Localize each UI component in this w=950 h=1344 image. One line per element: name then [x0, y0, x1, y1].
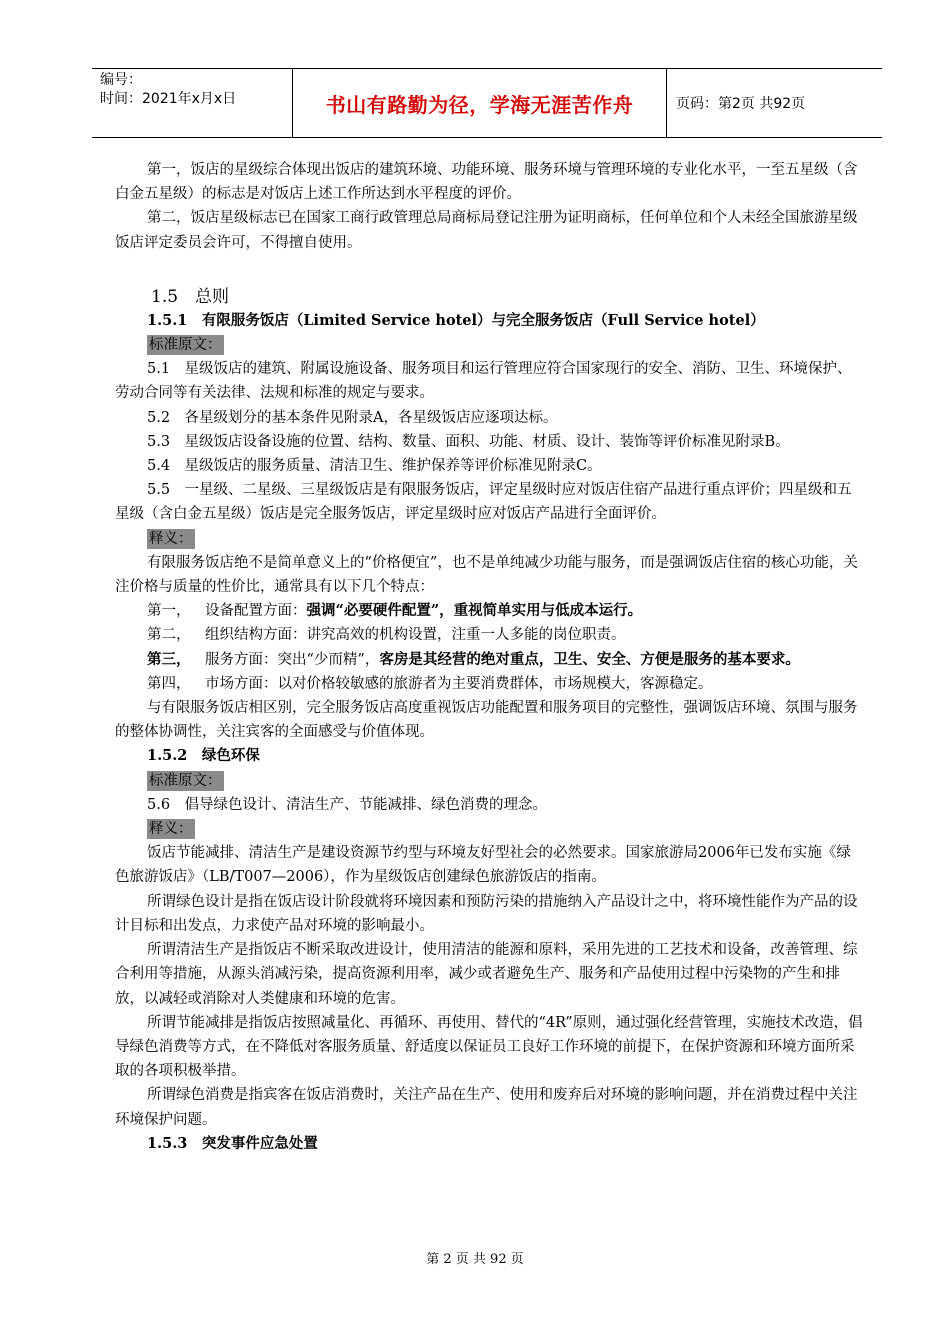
section-heading-1-5: 1.5 总则: [151, 286, 230, 307]
subsection-heading-1-5-1: 1.5.1 有限服务饭店（Limited Service hotel）与完全服务饭店（Full Service hotel）: [147, 311, 765, 329]
paragraph: 所谓绿色消费是指宾客在饭店消费时，关注产品在生产、使用和废弃后对环境的影响问题，并在消费过程中关注环境保护问题。: [115, 1087, 858, 1128]
clause-5-1: 5.1 星级饭店的建筑、附属设施设备、服务项目和运行管理应符合国家现行的安全、消防、卫生、环境保护、劳动合同等有关法律、法规和标准的规定与要求。: [115, 361, 852, 402]
subsection-heading-1-5-3: 1.5.3 突发事件应急处置: [147, 1134, 318, 1152]
paragraph: 与有限服务饭店相区别，完全服务饭店高度重视饭店功能配置和服务项目的完整性，强调饭店环境、氛围与服务的整体协调性，关注宾客的全面感受与价值体现。: [115, 700, 858, 741]
paragraph: 所谓清洁生产是指饭店不断采取改进设计，使用清洁的能源和原料，采用先进的工艺技术和设备，改善管理、综合利用等措施，从源头消减污染，提高资源利用率，减少或者避免生产、服务和产品使用过程中污染物的产生和排放，以减轻或消除对人类健康和环境的危害。: [115, 942, 858, 1007]
document-body: [115, 158, 865, 1156]
standard-text-tag: 标准原文：: [149, 772, 222, 789]
explanation-tag: 释义：: [149, 530, 193, 547]
header-meta: [100, 71, 290, 109]
clause-5-6: 5.6 倡导绿色设计、清洁生产、节能减排、绿色消费的理念。: [147, 796, 548, 813]
list-item: 第三， 服务方面：突出“少而精”，客房是其经营的绝对重点，卫生、安全、方便是服务的基本要求。: [147, 650, 800, 668]
paragraph: 饭店节能减排、清洁生产是建设资源节约型与环境友好型社会的必然要求。国家旅游局2006年已发布实施《绿色旅游饭店》（LB/T007—2006），作为星级饭店创建绿色旅游饭店的指南。: [115, 845, 851, 886]
clause-5-3: 5.3 星级饭店设备设施的位置、结构、数量、面积、功能、材质、设计、装饰等评价标准见附录B。: [147, 433, 790, 450]
clause-5-5: 5.5 一星级、二星级、三星级饭店是有限服务饭店，评定星级时应对饭店住宿产品进行重点评价；四星级和五星级（含白金五星级）饭店是完全服务饭店，评定星级时应对饭店产品进行全面评价。: [115, 482, 852, 523]
header-motto: 书山有路勤为径，学海无涯苦作舟: [292, 69, 667, 137]
list-item: 第四， 市场方面：以对价格较敏感的旅游者为主要消费群体，市场规模大，客源稳定。: [147, 675, 713, 692]
standard-text-tag: 标准原文：: [149, 337, 222, 354]
paragraph: 所谓节能减排是指饭店按照减量化、再循环、再使用、替代的“4R”原则，通过强化经营管理，实施技术改造，倡导绿色消费等方式，在不降低对客服务质量、舒适度以保证员工良好工作环境的前提下，在保护资源和环境方面所采取的各项积极举措。: [115, 1014, 863, 1080]
paragraph: 第一，饭店的星级综合体现出饭店的建筑环境、功能环境、服务环境与管理环境的专业化水平，一至五星级（含白金五星级）的标志是对饭店上述工作所达到水平程度的评价。: [115, 162, 858, 203]
paragraph: 所谓绿色设计是指在饭店设计阶段就将环境因素和预防污染的措施纳入产品设计之中，将环境性能作为产品的设计目标和出发点，力求使产品对环境的影响最小。: [115, 893, 858, 934]
clause-5-2: 5.2 各星级划分的基本条件见附录A，各星级饭店应逐项达标。: [147, 409, 558, 426]
list-item: 第一， 设备配置方面：强调“必要硬件配置”，重视简单实用与低成本运行。: [147, 602, 643, 620]
explanation-tag: 释义：: [149, 821, 193, 838]
header-time: 时间：2021年x月x日: [100, 91, 237, 107]
page-footer: 第 2 页 共 92 页: [426, 1252, 524, 1267]
header-number: 编号：: [100, 72, 142, 88]
paragraph: 第二，饭店星级标志已在国家工商行政管理总局商标局登记注册为证明商标，任何单位和个人未经全国旅游星级饭店评定委员会许可，不得擅自使用。: [115, 210, 858, 251]
clause-5-4: 5.4 星级饭店的服务质量、清洁卫生、维护保养等评价标准见附录C。: [147, 458, 602, 475]
list-item: 第二， 组织结构方面：讲究高效的机构设置，注重一人多能的岗位职责。: [147, 627, 626, 644]
subsection-heading-1-5-2: 1.5.2 绿色环保: [147, 747, 260, 765]
paragraph: 有限服务饭店绝不是简单意义上的“价格便宜”，也不是单纯减少功能与服务，而是强调饭店住宿的核心功能，关注价格与质量的性价比，通常具有以下几个特点：: [115, 554, 858, 596]
page-header: [92, 68, 882, 138]
header-page-number: 页码：第2页 共92页: [676, 96, 806, 112]
